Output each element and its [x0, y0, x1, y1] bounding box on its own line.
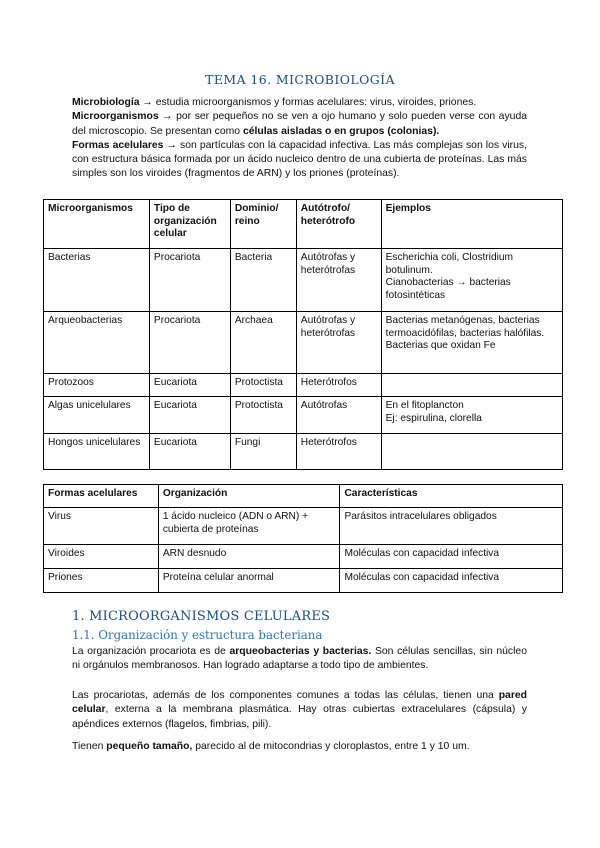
paragraph-tamano	[72, 740, 527, 754]
table-row	[44, 397, 563, 434]
table-cell: Procariota	[149, 312, 230, 374]
table-cell: Bacterias	[44, 249, 150, 312]
column-header: Tipo de organización celular	[149, 200, 230, 249]
table-cell: Procariota	[149, 249, 230, 312]
table-row	[44, 508, 563, 545]
subsection-heading: 1.1. Organización y estructura bacteriana	[72, 628, 323, 642]
para-text: La organización procariota es de	[72, 646, 230, 657]
table-header-row	[44, 485, 563, 508]
table-cell: Proteína celular anormal	[158, 569, 340, 593]
table-cell: Parásitos intracelulares obligados	[340, 508, 563, 545]
table-row	[44, 545, 563, 569]
page-title: TEMA 16. MICROBIOLOGÍA	[205, 72, 395, 87]
def-microorganismos-bold: células aisladas o en grupos (colonias).	[242, 125, 440, 137]
para-bold: arqueobacterias y bacterias.	[229, 646, 372, 657]
table-cell: Moléculas con capacidad infectiva	[340, 569, 563, 593]
table-cell: Protoctista	[230, 397, 296, 434]
table-cell	[381, 434, 562, 470]
table-cell: Heterótrofos	[296, 374, 381, 397]
term-microorganismos: Microorganismos	[72, 111, 159, 123]
column-header: Microorganismos	[44, 200, 150, 249]
para-text: Las procariotas, además de los componentes comunes a todas las células, tienen una	[72, 690, 499, 701]
table-cell: Protozoos	[44, 374, 150, 397]
table-cell: 1 ácido nucleico (ADN o ARN) + cubierta de proteínas	[158, 508, 340, 545]
microorganisms-table	[43, 199, 563, 470]
column-header: Ejemplos	[381, 200, 562, 249]
para-text: Tienen	[72, 741, 107, 752]
para-bold: pequeño tamaño,	[106, 741, 193, 752]
table-cell: Algas unicelulares	[44, 397, 150, 434]
def-microorganismos: → por ser pequeños no se ven a ojo humano y solo pueden verse con ayuda del microscopio. Se presentan como	[72, 111, 527, 137]
column-header: Autótrofo/ heterótrofo	[296, 200, 381, 249]
table-cell: Arqueobacterias	[44, 312, 150, 374]
paragraph-organizacion	[72, 645, 527, 674]
table-row	[44, 569, 563, 593]
table-cell: En el fitoplancton Ej: espirulina, clorella	[381, 397, 562, 434]
intro-microorganismos	[72, 110, 527, 139]
para-text: Son células sencillas, sin núcleo ni orgánulos membranosos. Han logrado adaptarse a todo tipo de ambientes.	[72, 646, 527, 672]
table-row	[44, 374, 563, 397]
table-cell: Autótrofas y heterótrofas	[296, 249, 381, 312]
table-row	[44, 434, 563, 470]
table-cell: Moléculas con capacidad infectiva	[340, 545, 563, 569]
table-cell: Protoctista	[230, 374, 296, 397]
table-row	[44, 312, 563, 374]
paragraph-pared-celular	[72, 689, 527, 732]
table-cell: Hongos unicelulares	[44, 434, 150, 470]
intro-microbiologia	[72, 96, 527, 110]
table-cell: ARN desnudo	[158, 545, 340, 569]
table-cell: Escherichia coli, Clostridium botulinum. Cianobacterias → bacterias fotosintéticas	[381, 249, 562, 312]
table-cell: Eucariota	[149, 434, 230, 470]
column-header: Organización	[158, 485, 340, 508]
table-cell: Bacterias metanógenas, bacterias termoacidófilas, bacterias halófilas. Bacterias que oxidan Fe	[381, 312, 562, 374]
table-cell: Bacteria	[230, 249, 296, 312]
table-row	[44, 249, 563, 312]
term-microbiologia: Microbiología	[72, 97, 140, 108]
table-cell: Viroides	[44, 545, 159, 569]
table-cell: Heterótrofos	[296, 434, 381, 470]
term-formas-acelulares: Formas acelulares	[72, 139, 164, 151]
table-cell: Virus	[44, 508, 159, 545]
para-bold: pared celular	[72, 690, 527, 716]
table-cell: Priones	[44, 569, 159, 593]
intro-formas-acelulares	[72, 139, 527, 182]
table-cell: Archaea	[230, 312, 296, 374]
column-header: Formas acelulares	[44, 485, 159, 508]
table-cell: Autótrofas	[296, 397, 381, 434]
table-cell: Fungi	[230, 434, 296, 470]
table-header-row	[44, 200, 563, 249]
table-cell: Eucariota	[149, 374, 230, 397]
def-formas-acelulares: → son partículas con la capacidad infectiva. Las más complejas son los virus, con estructura básica formada por un ácido nucleico dentro de una cubierta de proteínas. Las más simples son los viroides (fragmentos de ARN) y los priones (proteínas).	[72, 139, 527, 180]
intro-block	[72, 96, 527, 182]
acellular-forms-table	[43, 484, 563, 593]
para-text: , externa a la membrana plasmática. Hay otras cubiertas extracelulares (cápsula) y apéndices externos (flagelos, fimbrias, pili).	[72, 704, 527, 730]
table-cell: Autótrofas y heterótrofas	[296, 312, 381, 374]
section-heading: 1. MICROORGANISMOS CELULARES	[72, 609, 331, 624]
column-header: Dominio/ reino	[230, 200, 296, 249]
para-text: parecido al de mitocondrias y cloroplastos, entre 1 y 10 um.	[192, 741, 470, 752]
column-header: Características	[340, 485, 563, 508]
table-cell: Eucariota	[149, 397, 230, 434]
table-cell	[381, 374, 562, 397]
def-microbiologia: → estudia microorganismos y formas acelulares: virus, viroides, priones.	[139, 97, 477, 108]
